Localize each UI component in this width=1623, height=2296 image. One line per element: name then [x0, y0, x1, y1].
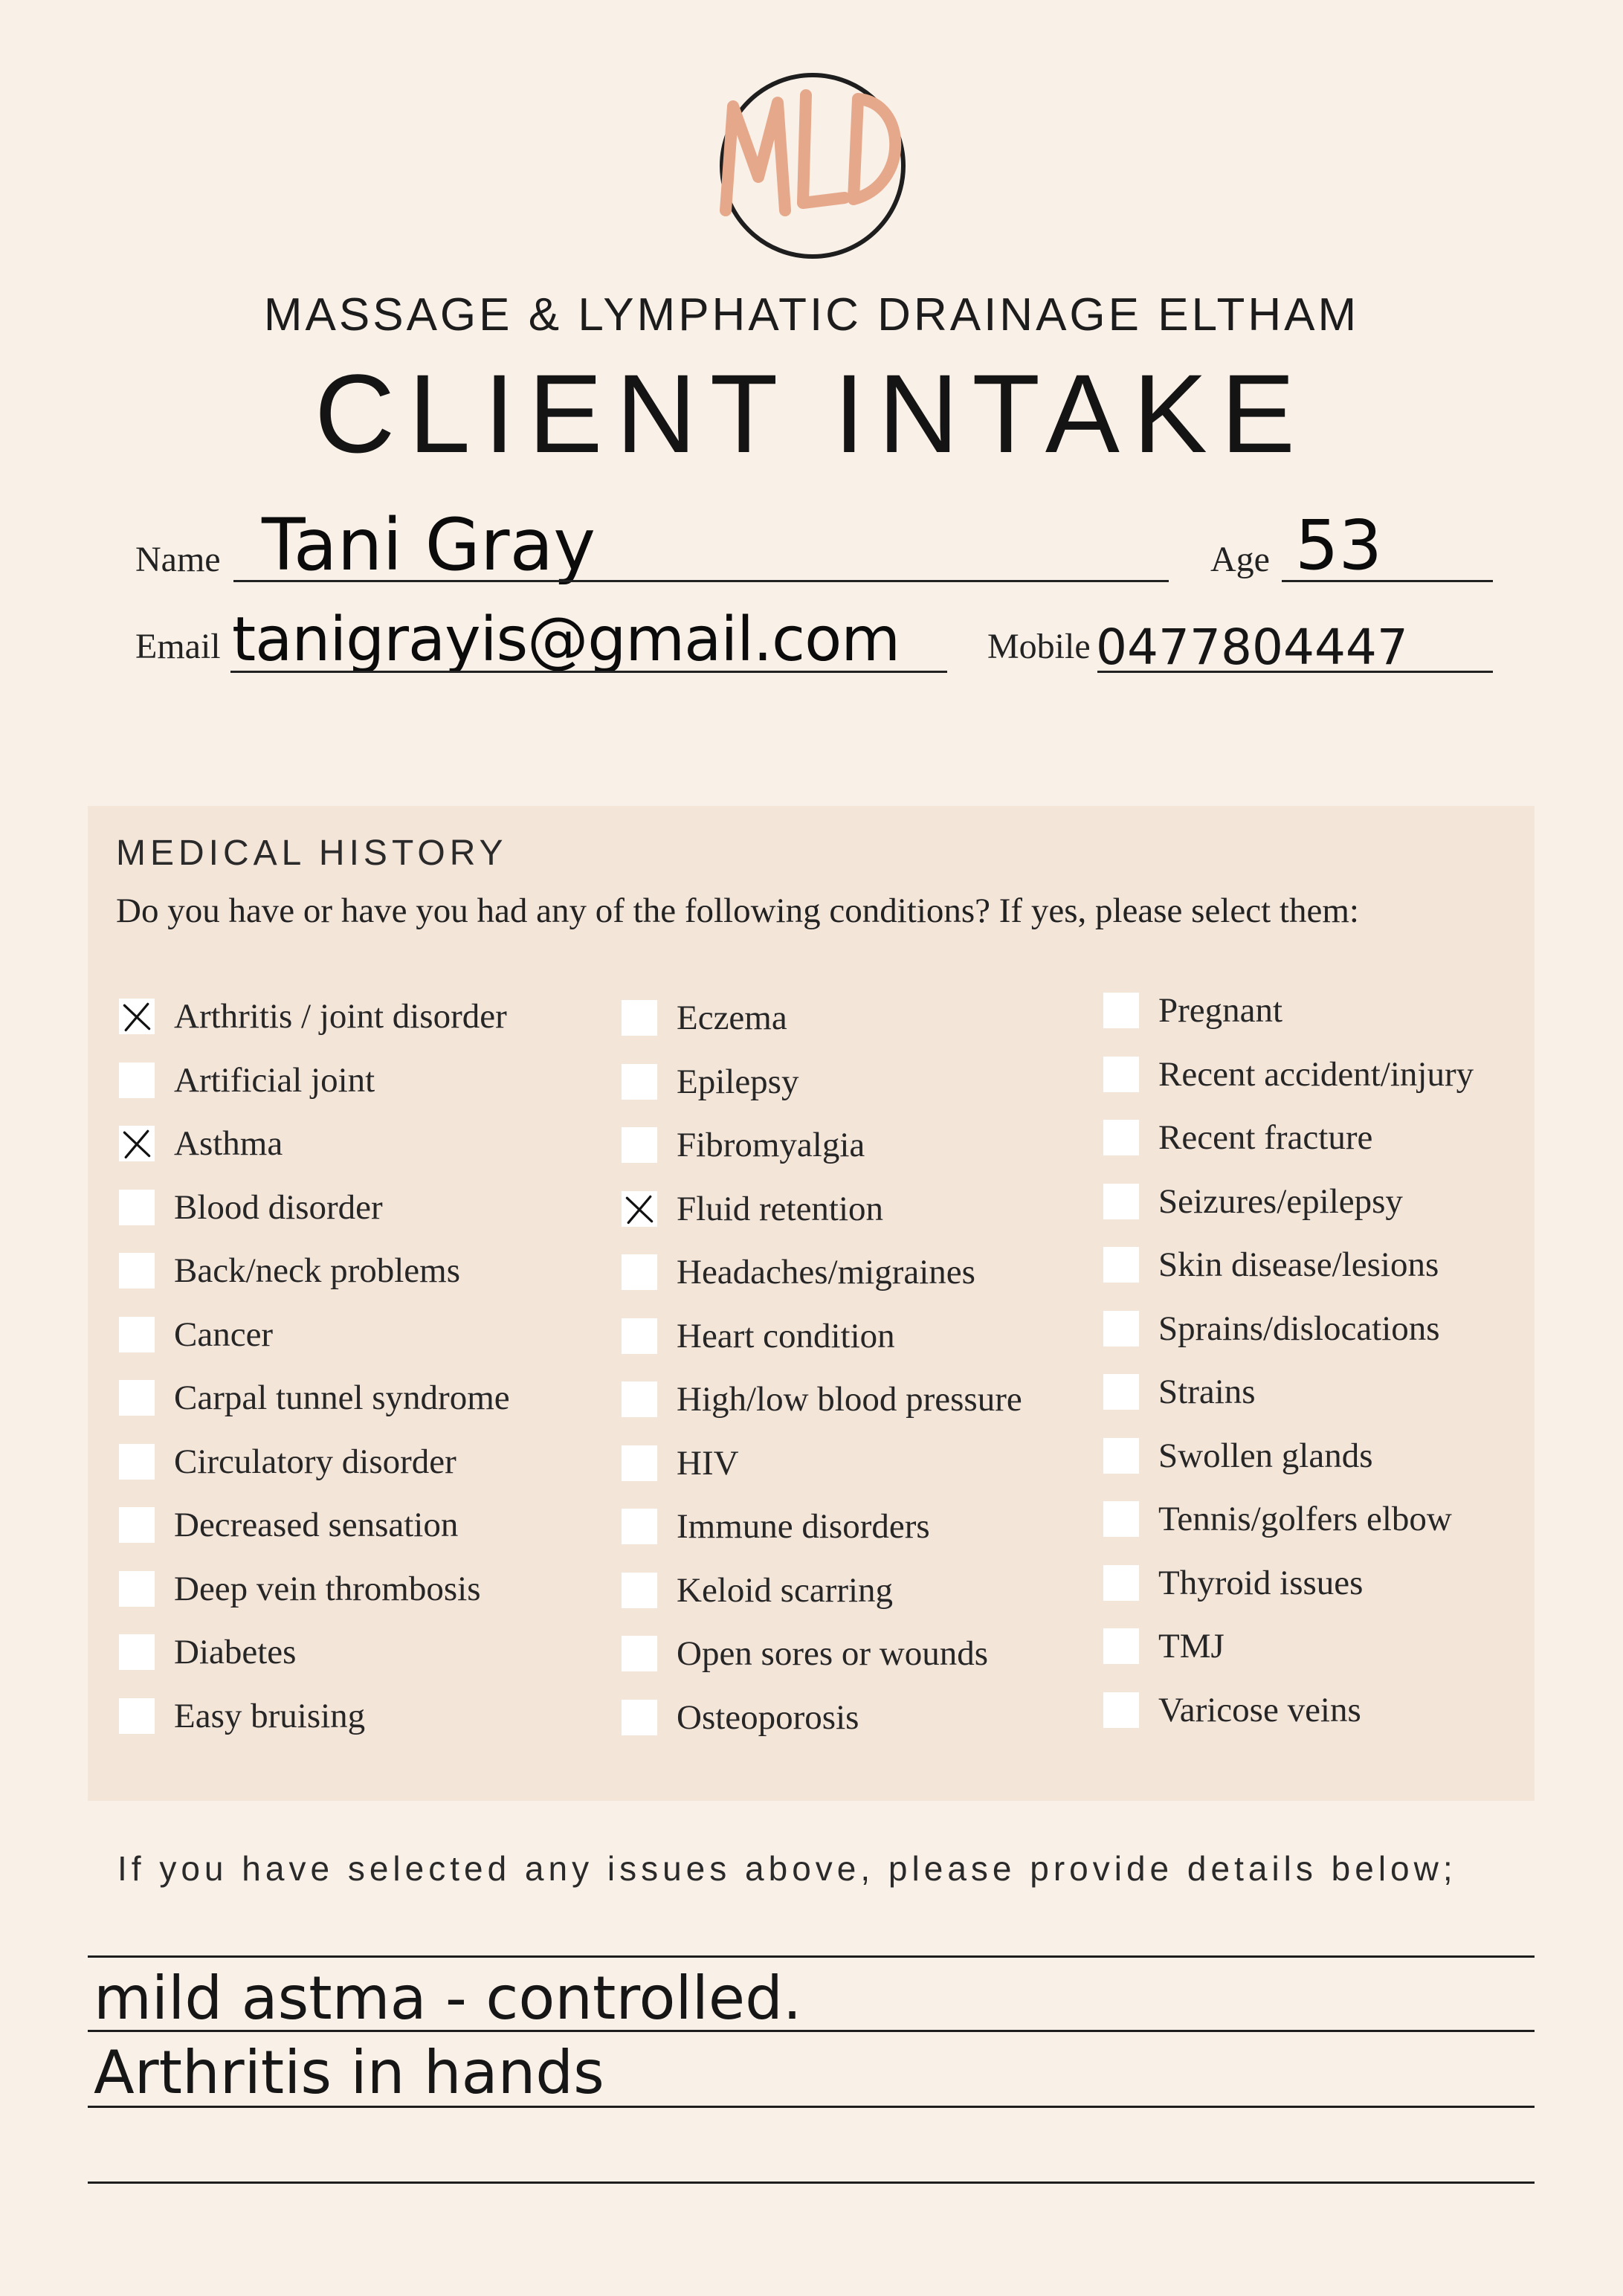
- condition-label: Recent accident/injury: [1158, 1054, 1474, 1094]
- condition-label: Varicose veins: [1158, 1690, 1361, 1729]
- condition-label: Keloid scarring: [677, 1570, 894, 1610]
- checkbox[interactable]: [622, 1509, 657, 1544]
- condition-label: Immune disorders: [677, 1507, 930, 1546]
- condition-item[interactable]: [622, 1442, 739, 1485]
- condition-label: Pregnant: [1158, 991, 1283, 1030]
- condition-item[interactable]: [119, 1249, 460, 1292]
- checkbox[interactable]: [622, 1700, 657, 1735]
- condition-label: Skin disease/lesions: [1158, 1245, 1439, 1284]
- condition-item[interactable]: [1103, 1561, 1363, 1605]
- checkbox[interactable]: [1103, 993, 1139, 1028]
- details-line-1: [88, 1955, 1535, 1958]
- condition-item[interactable]: [1103, 989, 1282, 1032]
- checkbox[interactable]: [119, 1190, 155, 1225]
- condition-label: Decreased sensation: [174, 1506, 459, 1544]
- condition-label: Arthritis / joint disorder: [174, 997, 507, 1036]
- condition-item[interactable]: [622, 1123, 865, 1167]
- condition-label: Carpal tunnel syndrome: [174, 1378, 510, 1417]
- condition-item[interactable]: [119, 1694, 365, 1738]
- business-name: MASSAGE & LYMPHATIC DRAINAGE ELTHAM: [263, 289, 1360, 341]
- mobile-field-line: [1097, 671, 1493, 673]
- checkbox[interactable]: [1103, 1311, 1139, 1347]
- name-value[interactable]: Tani Gray: [262, 503, 596, 587]
- details-prompt: If you have selected any issues above, please provide details below;: [117, 1849, 1457, 1888]
- condition-label: Eczema: [677, 999, 787, 1037]
- checkbox[interactable]: [622, 1000, 657, 1036]
- condition-label: Back/neck problems: [174, 1251, 461, 1290]
- checkbox[interactable]: [119, 1062, 155, 1098]
- checkbox[interactable]: [1103, 1184, 1139, 1219]
- condition-item[interactable]: [622, 1378, 1022, 1421]
- condition-label: Headaches/migraines: [677, 1253, 975, 1292]
- condition-item[interactable]: [1103, 1053, 1474, 1096]
- condition-item[interactable]: [1103, 1243, 1439, 1286]
- condition-item[interactable]: [622, 996, 787, 1039]
- checkbox-checked[interactable]: [622, 1191, 657, 1227]
- age-label: Age: [1210, 540, 1270, 579]
- checkbox[interactable]: [119, 1317, 155, 1352]
- condition-item[interactable]: [622, 1569, 893, 1612]
- checkbox[interactable]: [622, 1573, 657, 1608]
- checkbox[interactable]: [1103, 1565, 1139, 1601]
- checkbox[interactable]: [622, 1445, 657, 1481]
- checkbox[interactable]: [622, 1318, 657, 1354]
- condition-item[interactable]: [1103, 1434, 1373, 1477]
- check-x-icon: [622, 1190, 657, 1228]
- condition-label: Sprains/dislocations: [1158, 1309, 1440, 1348]
- checkbox[interactable]: [1103, 1247, 1139, 1283]
- checkbox[interactable]: [1103, 1438, 1139, 1474]
- condition-item[interactable]: [622, 1505, 930, 1548]
- checkbox[interactable]: [1103, 1057, 1139, 1092]
- checkbox-checked[interactable]: [119, 999, 155, 1034]
- condition-item[interactable]: [1103, 1116, 1372, 1159]
- checkbox[interactable]: [1103, 1501, 1139, 1537]
- checkbox[interactable]: [119, 1507, 155, 1543]
- condition-item[interactable]: [1103, 1497, 1452, 1541]
- condition-label: Circulatory disorder: [174, 1442, 456, 1481]
- condition-label: Fluid retention: [677, 1189, 884, 1228]
- condition-label: Osteoporosis: [677, 1697, 859, 1737]
- details-line-3: [88, 2106, 1535, 2108]
- checkbox[interactable]: [622, 1064, 657, 1100]
- condition-label: Epilepsy: [677, 1062, 799, 1101]
- checkbox[interactable]: [119, 1698, 155, 1734]
- condition-item[interactable]: [1103, 1307, 1440, 1350]
- condition-item[interactable]: [622, 1632, 988, 1675]
- checkbox[interactable]: [622, 1381, 657, 1417]
- page-title: CLIENT INTAKE: [314, 351, 1309, 476]
- checkbox[interactable]: [1103, 1628, 1139, 1664]
- condition-item[interactable]: [622, 1251, 975, 1294]
- email-value[interactable]: tanigrayis@gmail.com: [232, 604, 900, 675]
- condition-item[interactable]: [622, 1187, 883, 1231]
- condition-label: Heart condition: [677, 1316, 895, 1355]
- condition-item[interactable]: [1103, 1180, 1403, 1223]
- condition-label: Fibromyalgia: [677, 1126, 865, 1164]
- name-label: Name: [135, 540, 221, 579]
- condition-item[interactable]: [119, 1376, 510, 1419]
- condition-label: Swollen glands: [1158, 1436, 1373, 1475]
- condition-label: Cancer: [174, 1315, 274, 1354]
- medical-history-heading: MEDICAL HISTORY: [116, 833, 508, 873]
- condition-item[interactable]: [119, 995, 507, 1038]
- mobile-value[interactable]: 0477804447: [1096, 619, 1408, 676]
- details-line-2: [88, 2030, 1535, 2032]
- condition-item[interactable]: [119, 1440, 456, 1483]
- condition-label: Tennis/golfers elbow: [1158, 1500, 1452, 1538]
- check-x-icon: [119, 1124, 155, 1163]
- condition-label: HIV: [677, 1443, 739, 1483]
- condition-item[interactable]: [622, 1696, 859, 1739]
- condition-item[interactable]: [119, 1631, 296, 1674]
- email-label: Email: [135, 627, 221, 666]
- mld-logo: [712, 65, 913, 266]
- condition-label: Recent fracture: [1158, 1118, 1373, 1157]
- checkbox[interactable]: [622, 1636, 657, 1671]
- details-text-2[interactable]: Arthritis in hands: [94, 2038, 604, 2107]
- checkbox[interactable]: [119, 1253, 155, 1289]
- condition-item[interactable]: [1103, 1370, 1256, 1413]
- checkbox-checked[interactable]: [119, 1126, 155, 1161]
- details-text-1[interactable]: mild astma - controlled.: [94, 1964, 802, 2033]
- condition-label: Seizures/epilepsy: [1158, 1181, 1403, 1221]
- checkbox[interactable]: [622, 1127, 657, 1163]
- name-field-line: [233, 580, 1169, 582]
- condition-item[interactable]: [119, 1186, 383, 1229]
- checkbox[interactable]: [119, 1634, 155, 1670]
- condition-label: Asthma: [174, 1124, 283, 1163]
- condition-item[interactable]: [1103, 1625, 1224, 1668]
- medical-history-question: Do you have or have you had any of the following conditions? If yes, please select them:: [116, 891, 1359, 930]
- condition-item[interactable]: [622, 1315, 895, 1358]
- condition-label: Strains: [1158, 1373, 1256, 1411]
- checkbox[interactable]: [622, 1254, 657, 1290]
- mobile-label: Mobile: [987, 627, 1091, 666]
- age-field-line: [1282, 580, 1493, 582]
- email-field-line: [230, 671, 947, 673]
- condition-label: Deep vein thrombosis: [174, 1569, 481, 1608]
- condition-item[interactable]: [119, 1313, 273, 1356]
- condition-label: Blood disorder: [174, 1187, 383, 1227]
- check-x-icon: [119, 997, 155, 1036]
- checkbox[interactable]: [119, 1380, 155, 1416]
- condition-label: Thyroid issues: [1158, 1563, 1364, 1602]
- checkbox[interactable]: [1103, 1374, 1139, 1410]
- condition-item[interactable]: [119, 1567, 481, 1610]
- condition-item[interactable]: [1103, 1689, 1361, 1732]
- checkbox[interactable]: [119, 1571, 155, 1607]
- condition-item[interactable]: [119, 1122, 283, 1165]
- condition-item[interactable]: [622, 1060, 798, 1103]
- checkbox[interactable]: [1103, 1120, 1139, 1155]
- condition-label: Artificial joint: [174, 1060, 375, 1100]
- condition-item[interactable]: [119, 1059, 375, 1102]
- condition-item[interactable]: [119, 1503, 458, 1547]
- condition-label: High/low blood pressure: [677, 1380, 1022, 1419]
- details-line-4: [88, 2181, 1535, 2184]
- condition-label: Easy bruising: [174, 1696, 366, 1735]
- condition-label: Diabetes: [174, 1633, 297, 1671]
- age-value[interactable]: 53: [1295, 506, 1383, 585]
- condition-label: TMJ: [1158, 1627, 1224, 1665]
- checkbox[interactable]: [1103, 1692, 1139, 1728]
- checkbox[interactable]: [119, 1444, 155, 1480]
- condition-label: Open sores or wounds: [677, 1634, 989, 1673]
